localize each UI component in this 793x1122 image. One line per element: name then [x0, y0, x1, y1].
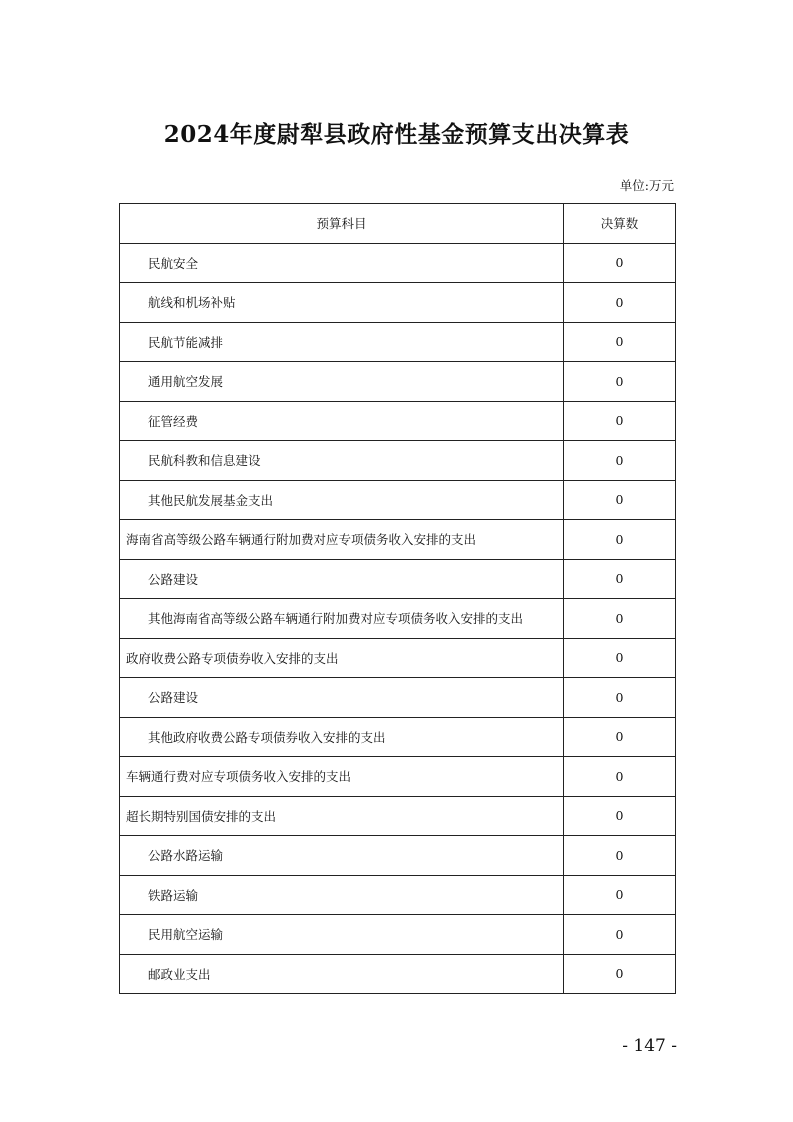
table-row — [120, 401, 676, 441]
table-row — [120, 441, 676, 481]
row-subject: 公路水路运输 — [120, 836, 564, 876]
header-row — [120, 204, 676, 244]
row-amount: 0 — [564, 401, 676, 441]
row-subject: 民航科教和信息建设 — [120, 441, 564, 481]
row-amount: 0 — [564, 283, 676, 323]
row-subject: 海南省高等级公路车辆通行附加费对应专项债务收入安排的支出 — [120, 520, 564, 560]
row-amount: 0 — [564, 954, 676, 994]
row-subject: 通用航空发展 — [120, 362, 564, 402]
row-amount: 0 — [564, 915, 676, 955]
row-amount: 0 — [564, 678, 676, 718]
row-amount: 0 — [564, 362, 676, 402]
row-amount: 0 — [564, 796, 676, 836]
table-row — [120, 638, 676, 678]
table-row — [120, 836, 676, 876]
row-amount: 0 — [564, 875, 676, 915]
table-row — [120, 480, 676, 520]
unit-label: 单位:万元 — [619, 178, 674, 193]
header-subject: 预算科目 — [120, 204, 564, 244]
table-row — [120, 322, 676, 362]
row-subject: 铁路运输 — [120, 875, 564, 915]
table-row — [120, 954, 676, 994]
row-subject: 其他海南省高等级公路车辆通行附加费对应专项债务收入安排的支出 — [120, 599, 564, 639]
table-row — [120, 559, 676, 599]
table-row — [120, 599, 676, 639]
table-row — [120, 678, 676, 718]
row-amount: 0 — [564, 520, 676, 560]
row-subject: 征管经费 — [120, 401, 564, 441]
row-amount: 0 — [564, 559, 676, 599]
row-amount: 0 — [564, 757, 676, 797]
table-row — [120, 362, 676, 402]
page-title: 2024年度尉犁县政府性基金预算支出决算表 — [163, 121, 630, 148]
row-subject: 公路建设 — [120, 678, 564, 718]
row-amount: 0 — [564, 441, 676, 481]
row-subject: 公路建设 — [120, 559, 564, 599]
table-row — [120, 717, 676, 757]
row-amount: 0 — [564, 480, 676, 520]
row-amount: 0 — [564, 836, 676, 876]
table-row — [120, 875, 676, 915]
row-subject: 其他民航发展基金支出 — [120, 480, 564, 520]
row-subject: 航线和机场补贴 — [120, 283, 564, 323]
row-amount: 0 — [564, 322, 676, 362]
row-subject: 车辆通行费对应专项债务收入安排的支出 — [120, 757, 564, 797]
row-amount: 0 — [564, 717, 676, 757]
row-subject: 民航节能减排 — [120, 322, 564, 362]
table-row — [120, 243, 676, 283]
row-amount: 0 — [564, 638, 676, 678]
row-subject: 民航安全 — [120, 243, 564, 283]
table-body — [120, 243, 676, 994]
table-row — [120, 283, 676, 323]
table-row — [120, 520, 676, 560]
table-row — [120, 796, 676, 836]
row-amount: 0 — [564, 599, 676, 639]
row-subject: 民用航空运输 — [120, 915, 564, 955]
row-subject: 政府收费公路专项债券收入安排的支出 — [120, 638, 564, 678]
budget-table — [119, 203, 676, 994]
row-subject: 其他政府收费公路专项债券收入安排的支出 — [120, 717, 564, 757]
table-row — [120, 757, 676, 797]
page-number: - 147 - — [622, 1036, 677, 1056]
row-amount: 0 — [564, 243, 676, 283]
row-subject: 邮政业支出 — [120, 954, 564, 994]
header-amount: 决算数 — [564, 204, 676, 244]
table-row — [120, 915, 676, 955]
row-subject: 超长期特别国债安排的支出 — [120, 796, 564, 836]
